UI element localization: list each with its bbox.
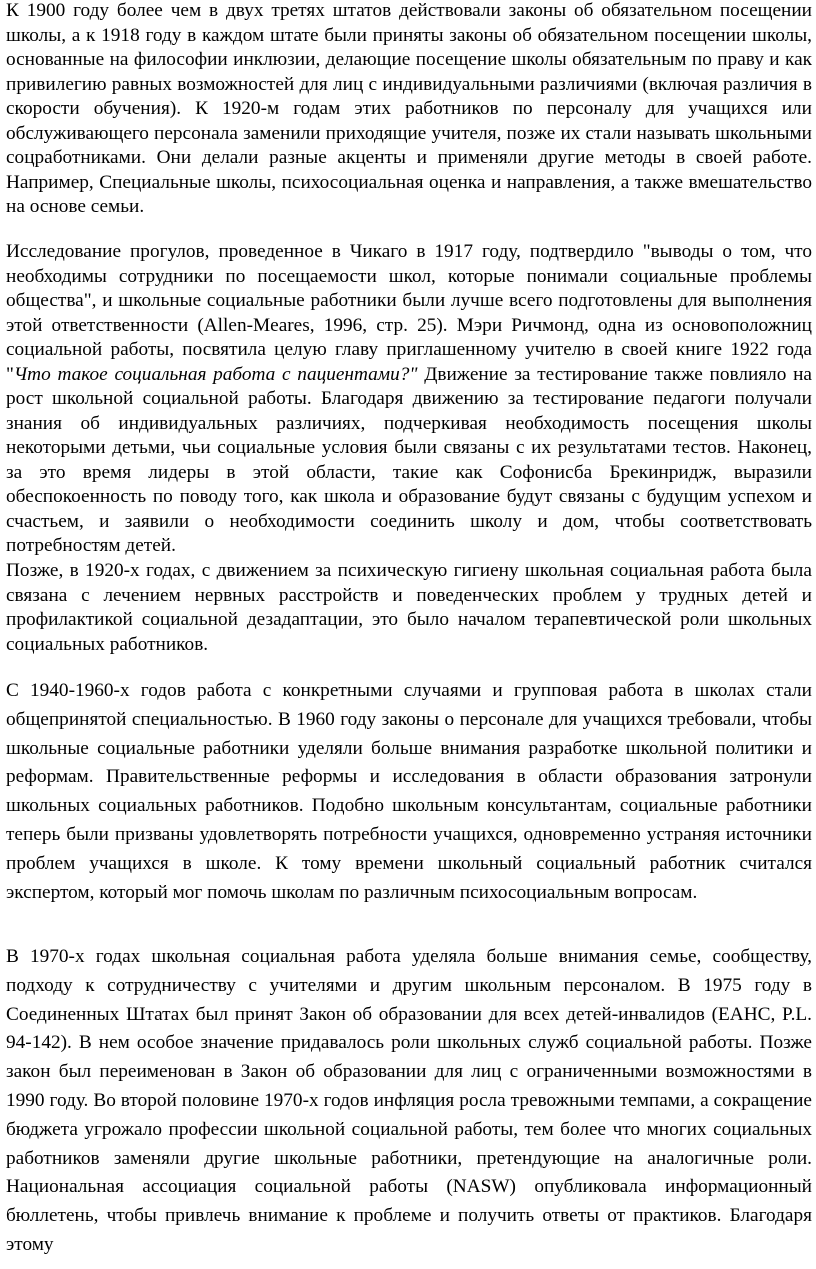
paragraph-mental-hygiene: Позже, в 1920-х годах, с движением за психическую гигиену школьная социальная работа была связана с лечением нервных расстройств и поведенческих проблем у трудных детей и профилактикой социальной дезадаптации, это было началом терапевтической роли школьных социальных работников. [6, 560, 812, 655]
paragraph-truancy-study-text-start: Исследование прогулов, проведенное в Чикаго в 1917 году, подтвердило "выводы о том, что необходимы сотрудники по посещаемости школ, которые понимали социальные проблемы общества", и школьные социальные работники были лучше всего подготовлены для выполнения этой ответственности (Allen-Meares, 1996, стр. 25). Мэри Ричмонд, одна из основоположниц социальной работы, посвятила целую главу приглашенному учителю в своей книге 1922 года " [6, 241, 812, 385]
paragraph-truancy-study [0, 240, 812, 559]
paragraph-1940-1960: С 1940-1960-х годов работа с конкретными случаями и групповая работа в школах стали общепринятой специальностью. В 1960 году законы о персонале для учащихся требовали, чтобы школьные социальные работники уделяли больше внимания разработке школьной политики и реформам. Правительственные реформы и исследования в области образования затронули школьных социальных работников. Подобно школьным консультантам, социальные работники теперь были призваны удовлетворять потребности учащихся, одновременно устраняя источники проблем учащихся в школе. К тому времени школьный социальный работник считался экспертом, который мог помочь школам по различным психосоциальным вопросам. [6, 680, 812, 903]
paragraph-compulsory-attendance: К 1900 году более чем в двух третях штатов действовали законы об обязательном посещении школы, а к 1918 году в каждом штате были приняты законы об обязательном посещении школы, основанные на философии инклюзии, делающие посещение школы обязательным по праву и как привилегию равных возможностей для лиц с индивидуальными различиями (включая различия в скорости обучения). К 1920-м годам этих работников по персоналу для учащихся или обслуживающего персонала заменили приходящие учителя, позже их стали называть школьными соцработниками. Они делали разные акценты и применяли другие методы в своей работе. Например, Специальные школы, психосоциальная оценка и направления, а также вмешательство на основе семьи. [6, 0, 812, 217]
book-title-italic: Что такое социальная работа с пациентами?" [13, 363, 418, 385]
paragraph-1970s: В 1970-х годах школьная социальная работа уделяла больше внимания семье, сообществу, подходу к сотрудничеству с учителями и другим школьным персоналом. В 1975 году в Соединенных Штатах был принят Закон об образовании для всех детей-инвалидов (EAHC, P.L. 94-142). В нем особое значение придавалось роли школьных служб социальной работы. Позже закон был переименован в Закон об образовании для лиц с ограниченными возможностями в 1990 году. Во второй половине 1970-х годов инфляция росла тревожными темпами, а сокращение бюджета угрожало профессии школьной социальной работы, тем более что многих социальных работников заменяли другие школьные работники, претендующие на аналогичные роли. Национальная ассоциация социальной работы (NASW) опубликовала информационный бюллетень, чтобы привлечь внимание к проблеме и получить ответы от практиков. Благодаря этому [6, 946, 812, 1255]
paragraph-truancy-study-text-end: Движение за тестирование также повлияло на рост школьной социальной работы. Благодаря движению за тестирование педагоги получали знания об индивидуальных различиях, подчеркивая необходимость посещения школы некоторыми детьми, чьи социальные условия были связаны с их результатами тестов. Наконец, за это время лидеры в этой области, такие как Софонисба Брекинридж, выразили обеспокоенность по поводу того, как школа и образование будут связаны с будущим успехом и счастьем, и заявили о необходимости соединить школу и дом, чтобы соответствовать потребностям детей. [6, 363, 812, 556]
